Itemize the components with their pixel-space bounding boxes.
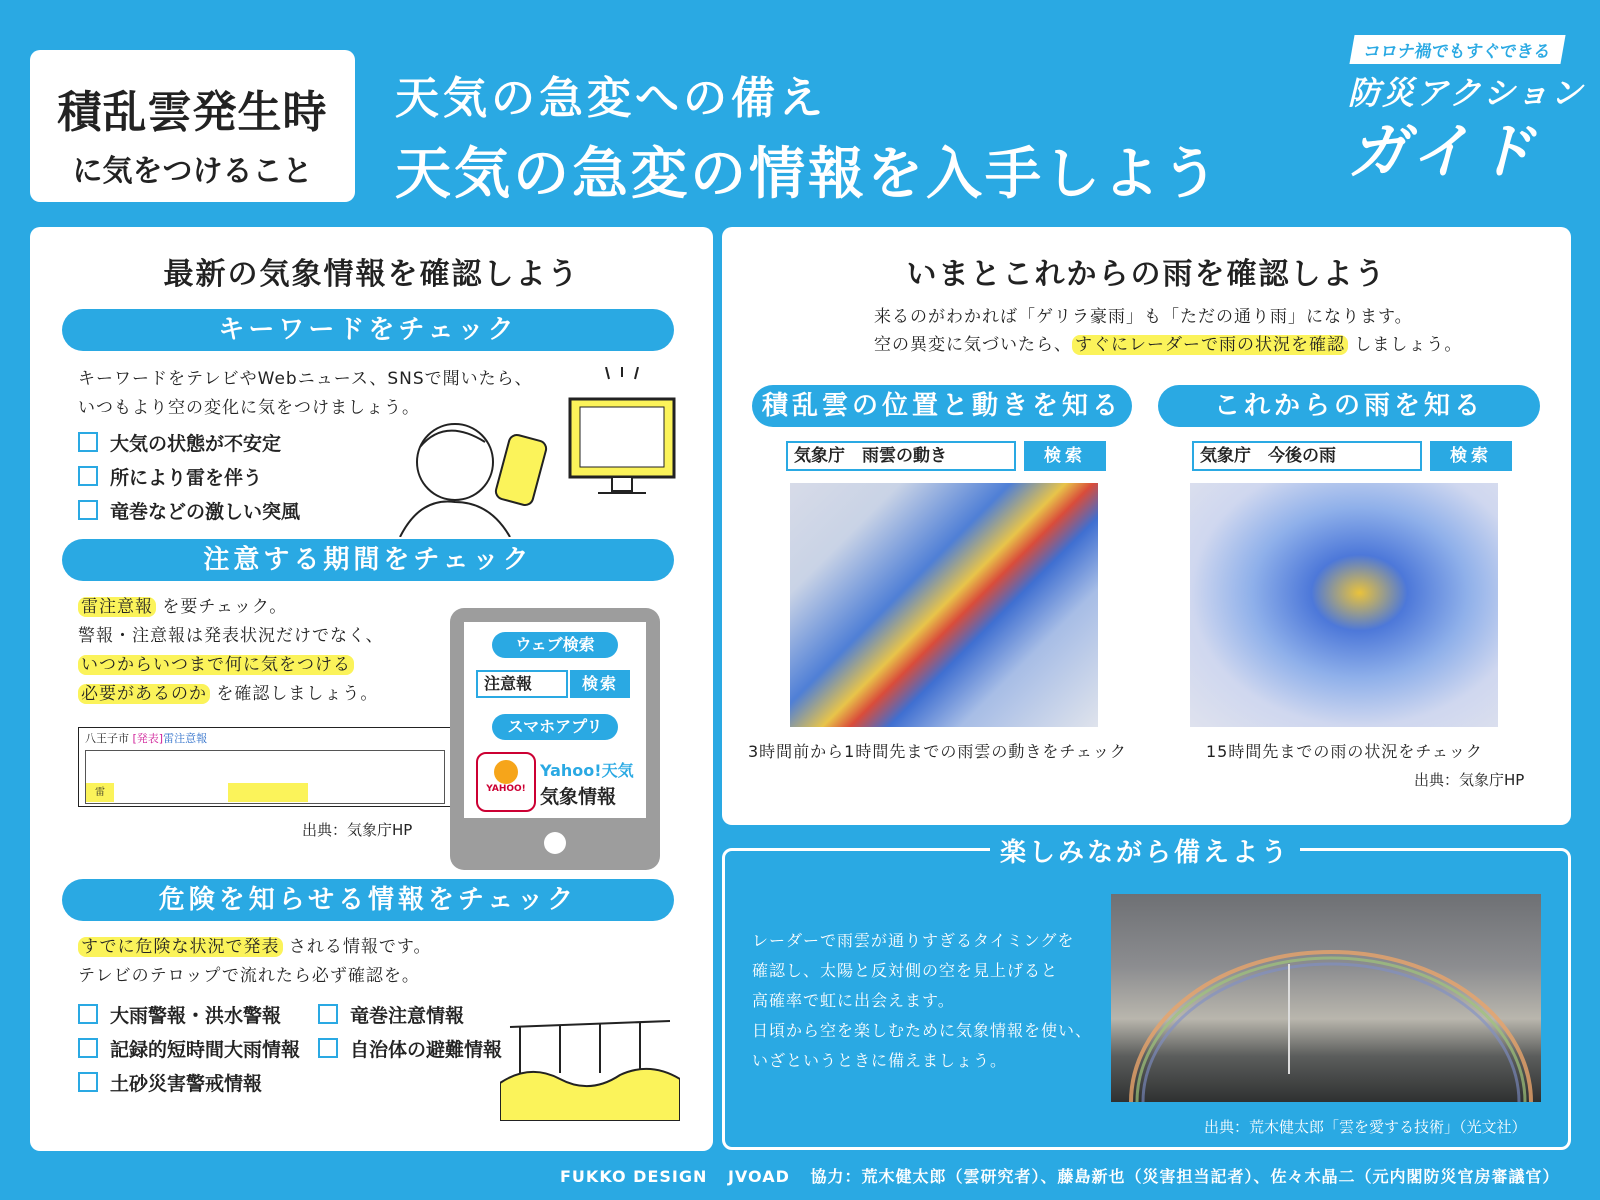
- search-button-a[interactable]: 検索: [1024, 441, 1106, 471]
- period-source: 出典：気象庁HP: [302, 821, 413, 839]
- pill-period: 注意する期間をチェック: [62, 539, 674, 581]
- caption-now: 3時間前から1時間先までの雨雲の動きをチェック: [748, 742, 1127, 761]
- warning-table-image: 八王子市 [発表]雷注意報 雷: [78, 727, 452, 807]
- checkbox-icon: [318, 1004, 338, 1024]
- checklist-item: 竜巻注意情報: [318, 999, 502, 1033]
- checklist-item: 土砂災害警戒情報: [78, 1067, 300, 1101]
- search-input-b[interactable]: 気象庁 今後の雨: [1192, 441, 1422, 471]
- checklist-item: 記録的短時間大雨情報: [78, 1033, 300, 1067]
- checklist-item: 大気の状態が不安定: [78, 427, 300, 461]
- app-subname: 気象情報: [540, 786, 617, 808]
- enjoy-source: 出典：荒木健太郎「雲を愛する技術」（光文社）: [1204, 1118, 1527, 1136]
- brand-tag: コロナ禍でもすぐできる: [1349, 35, 1565, 64]
- keyword-text1: キーワードをテレビやWebニュース、SNSで聞いたら、: [78, 369, 533, 389]
- enjoy-text: レーダーで雨雲が通りすぎるタイミングを 確認し、太陽と反対側の空を見上げると 高確率で虹に出会えます。 日頃から空を楽しむために気象情報を使い、 いざというときに備えましょう。: [752, 931, 1093, 1070]
- period-text: 雷注意報 を要チェック。 警報・注意報は発表状況だけでなく、 いつからいつまで何に気をつける 必要があるのか を確認しましょう。: [78, 597, 384, 704]
- enjoy-title: 楽しみながら備えよう: [990, 832, 1300, 869]
- right-text1: 来るのがわかれば「ゲリラ豪雨」も「ただの通り雨」になります。: [874, 307, 1413, 327]
- footer: [560, 1164, 1559, 1187]
- jvoad-logo: JVOAD: [727, 1167, 790, 1186]
- right-source: 出典：気象庁HP: [1414, 771, 1525, 789]
- phone-screen: [464, 622, 646, 818]
- keyword-checklist: [78, 427, 300, 529]
- keyword-text2: いつもより空の変化に気をつけましょう。: [78, 398, 420, 418]
- phone-search-input[interactable]: 注意報: [476, 670, 568, 698]
- checkbox-icon: [78, 1038, 98, 1058]
- caption-forecast: 15時間先までの雨の状況をチェック: [1206, 742, 1483, 761]
- phone-home-button: [544, 832, 566, 854]
- checkbox-icon: [78, 500, 98, 520]
- pill-keyword: キーワードをチェック: [62, 309, 674, 351]
- search-input-a[interactable]: 気象庁 雨雲の動き: [786, 441, 1016, 471]
- page-title: 天気の急変の情報を入手しよう: [395, 142, 1221, 207]
- person-with-phone-illustration: [390, 367, 690, 537]
- brand-logo: ガイド: [1348, 117, 1539, 187]
- phone-search-button[interactable]: 検索: [570, 670, 630, 698]
- search-bar-a: [786, 441, 1106, 471]
- yahoo-weather-app-icon[interactable]: YAHOO!: [476, 752, 536, 812]
- web-search-label: ウェブ検索: [492, 632, 618, 658]
- credit-text: 協力：荒木健太郎（雲研究者）、藤島新也（災害担当記者）、佐々木晶二（元内閣防災官房審議官）: [810, 1167, 1560, 1186]
- checklist-item: 自治体の避難情報: [318, 1033, 502, 1067]
- checkbox-icon: [318, 1038, 338, 1058]
- category-line1: 積乱雲発生時: [57, 87, 328, 138]
- brand-line1: 防災アクション: [1348, 74, 1585, 112]
- checkbox-icon: [78, 1004, 98, 1024]
- danger-text: すでに危険な状況で発表 される情報です。 テレビのテロップで流れたら必ず確認を。: [78, 937, 432, 986]
- category-line2: に気をつけること: [72, 154, 313, 189]
- app-label: スマホアプリ: [492, 714, 618, 740]
- danger-checklist-1: [78, 999, 300, 1101]
- search-button-b[interactable]: 検索: [1430, 441, 1512, 471]
- right-panel: [722, 227, 1571, 825]
- pill-danger: 危険を知らせる情報をチェック: [62, 879, 674, 921]
- checkbox-icon: [78, 466, 98, 486]
- left-panel: [30, 227, 713, 1151]
- flood-illustration: [500, 1013, 680, 1121]
- phone-mockup: [450, 608, 660, 870]
- search-bar-b: [1192, 441, 1512, 471]
- pill-position: 積乱雲の位置と動きを知る: [752, 385, 1132, 427]
- radar-map-now: [790, 483, 1098, 727]
- left-title: 最新の気象情報を確認しよう: [163, 257, 580, 292]
- checkbox-icon: [78, 432, 98, 452]
- pill-forecast: これからの雨を知る: [1158, 385, 1540, 427]
- rainbow-photo: [1111, 894, 1541, 1102]
- checklist-item: 所により雷を伴う: [78, 461, 300, 495]
- category-box: [30, 50, 355, 202]
- rainbow-arc: [1111, 894, 1541, 1102]
- right-text2: 空の異変に気づいたら、 すぐにレーダーで雨の状況を確認 しましょう。: [874, 335, 1463, 355]
- page-subtitle: 天気の急変への備え: [395, 73, 827, 124]
- checklist-item: 竜巻などの激しい突風: [78, 495, 300, 529]
- checkbox-icon: [78, 1072, 98, 1092]
- app-name: Yahoo!天気: [540, 761, 634, 780]
- fukko-design-logo: FUKKO DESIGN: [560, 1167, 708, 1186]
- checklist-item: 大雨警報・洪水警報: [78, 999, 300, 1033]
- radar-map-forecast: [1190, 483, 1498, 727]
- danger-checklist-2: [318, 999, 502, 1067]
- right-title: いまとこれからの雨を確認しよう: [906, 257, 1387, 292]
